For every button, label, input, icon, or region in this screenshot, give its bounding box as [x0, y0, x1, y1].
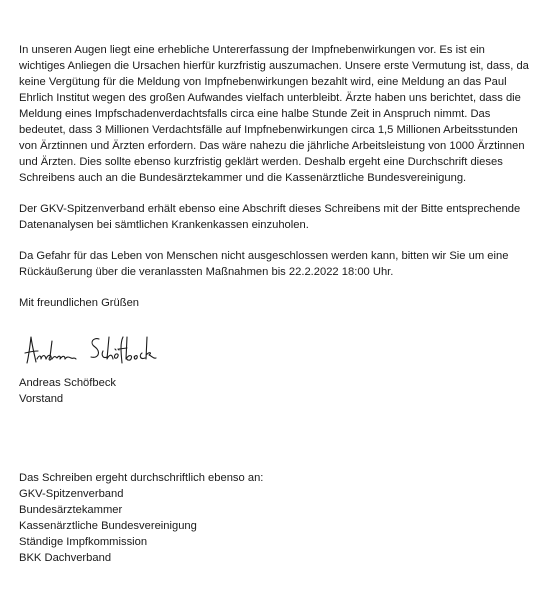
signer-title: Vorstand	[19, 393, 64, 405]
paragraph-gkv-request: Der GKV-Spitzenverband erhält ebenso eine Abschrift dieses Schreibens mit der Bitte entsprechende Datenanalysen bei sämtlichen Krankenkassen einzuholen.	[19, 203, 521, 231]
signer-block	[19, 375, 531, 407]
cc-recipient: Kassenärztliche Bundesvereinigung	[19, 520, 197, 532]
cc-heading: Das Schreiben ergeht durchschriftlich ebenso an:	[19, 472, 264, 484]
cc-recipients	[19, 470, 531, 566]
closing-greeting: Mit freundlichen Grüßen	[19, 297, 140, 309]
paragraph-deadline: Da Gefahr für das Leben von Menschen nicht ausgeschlossen werden kann, bitten wir Sie um eine Rückäußerung über die veranlassten Maßnahmen bis 22.2.2022 18:00 Uhr.	[19, 250, 509, 278]
signer-name: Andreas Schöfbeck	[19, 377, 117, 389]
cc-recipient: GKV-Spitzenverband	[19, 488, 124, 500]
letter-body	[19, 42, 531, 566]
cc-recipient: Bundesärztekammer	[19, 504, 123, 516]
cc-recipient: BKK Dachverband	[19, 552, 112, 564]
handwritten-signature	[19, 329, 169, 369]
paragraph-underreporting: In unseren Augen liegt eine erhebliche Untererfassung der Impfnebenwirkungen vor. Es ist ein wichtiges Anliegen die Ursachen hierfür kurzfristig auszumachen. Unsere erste Vermutung ist, dass, da keine Vergütung für die Meldung von Impfnebenwirkungen bezahlt wird, eine Meldung an das Paul Ehrlich Institut wegen des großen Aufwandes vielfach unterbleibt. Ärzte haben uns berichtet, dass die Meldung eines Impfschadenverdachtsfalls circa eine halbe Stunde Zeit in Anspruch nimmt. Das bedeutet, dass 3 Millionen Verdachtsfälle auf Impfnebenwirkungen circa 1,5 Millionen Arbeitsstunden von Ärztinnen und Ärzten erfordern. Das wäre nahezu die jährliche Arbeitsleistung von 1000 Ärztinnen und Ärzten. Dies sollte ebenso kurzfristig geklärt werden. Deshalb ergeht eine Durchschrift dieses Schreibens auch an die Bundesärztekammer und die Kassenärztliche Bundesvereinigung.	[19, 44, 529, 184]
cc-recipient: Ständige Impfkommission	[19, 536, 148, 548]
